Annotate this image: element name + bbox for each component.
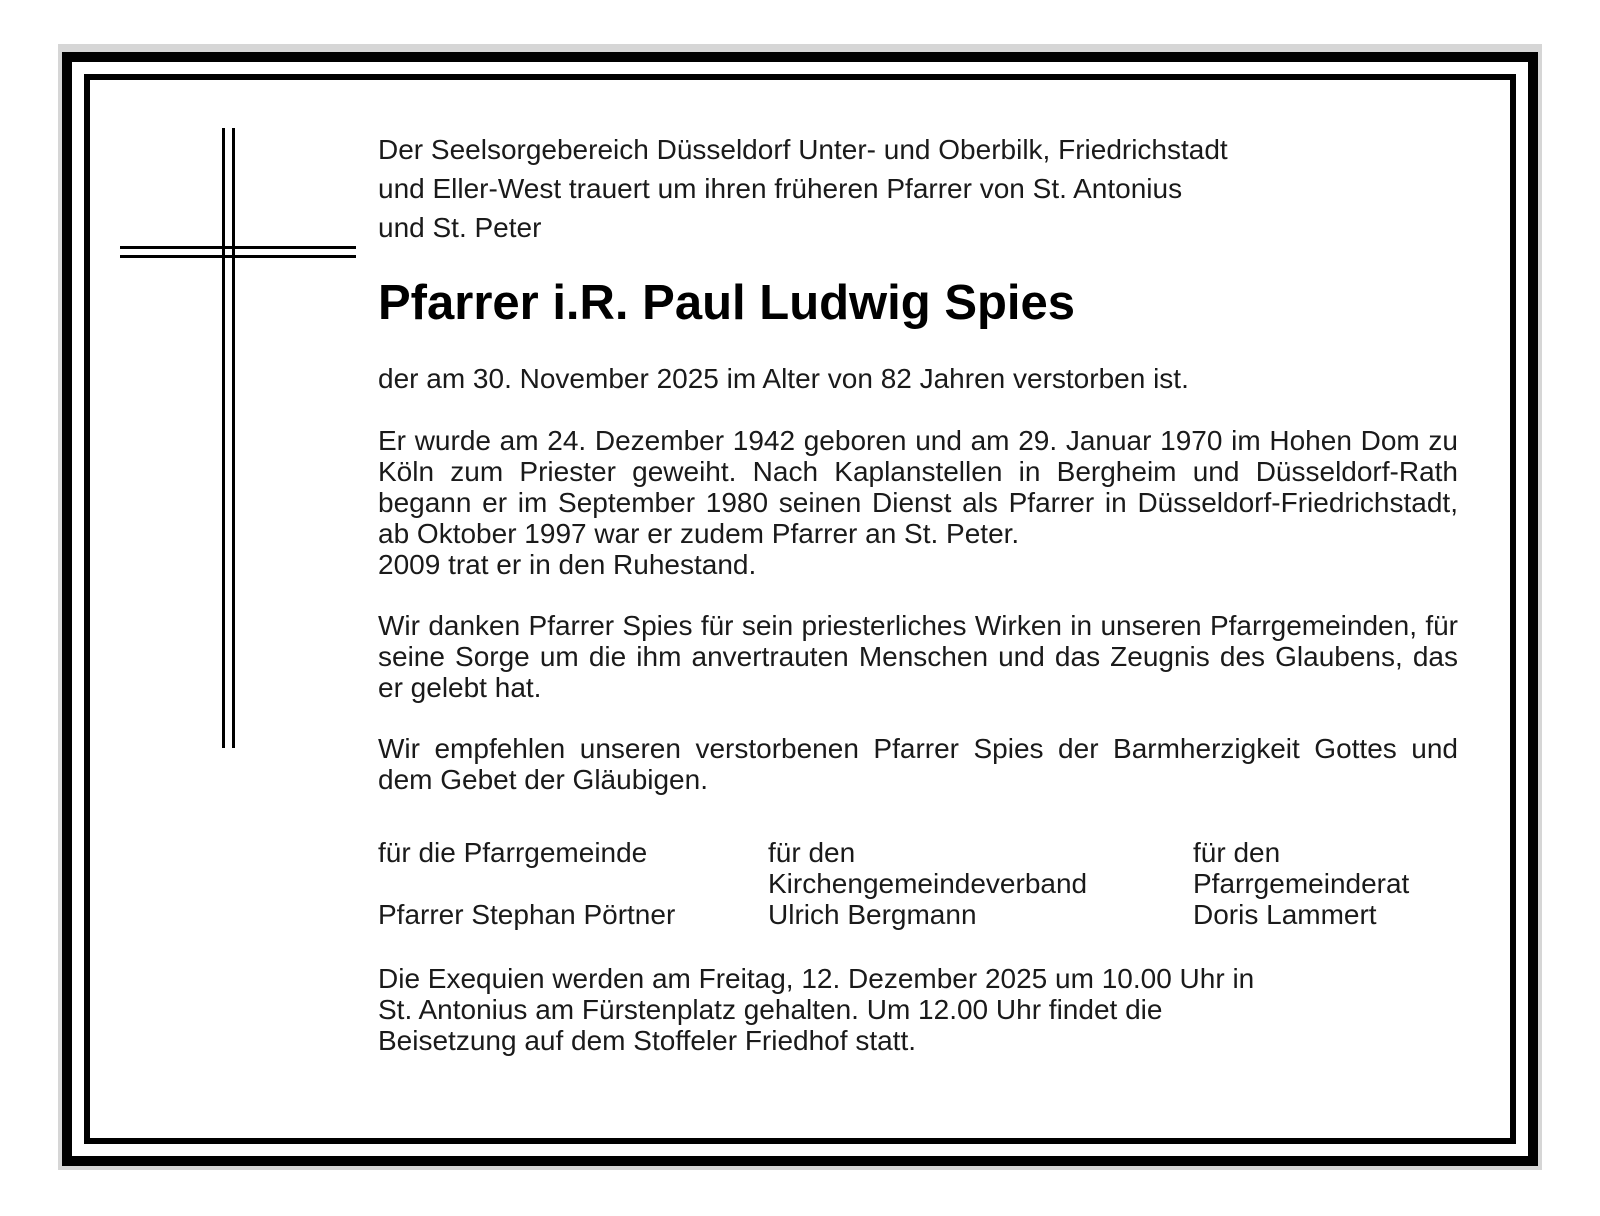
signature-role: Pfarrgemeinderat	[1193, 868, 1410, 899]
thanks-paragraph: Wir danken Pfarrer Spies für sein priesterliches Wirken in unseren Pfarrgemeinden, für seine Sorge um die ihm anvertrauten Menschen und das Zeugnis des Glaubens, das er gelebt hat.	[378, 610, 1458, 703]
commendation-paragraph: Wir empfehlen unseren verstorbenen Pfarrer Spies der Barmherzigkeit Gottes und dem Gebet der Gläubigen.	[378, 733, 1458, 795]
intro-line: Der Seelsorgebereich Düsseldorf Unter- und Oberbilk, Friedrichstadt	[378, 134, 1228, 165]
obituary-content	[378, 130, 1458, 1056]
intro-text	[378, 130, 1458, 247]
signature-role: für den	[1193, 837, 1281, 868]
deceased-name: Pfarrer i.R. Paul Ludwig Spies	[378, 276, 1076, 330]
signatures	[378, 837, 1458, 933]
signature-name: Ulrich Bergmann	[768, 899, 977, 930]
signature-name: Pfarrer Stephan Pörtner	[378, 899, 676, 930]
cross-icon	[120, 128, 356, 748]
funeral-line: Beisetzung auf dem Stoffeler Friedhof statt.	[378, 1025, 917, 1056]
biography: Er wurde am 24. Dezember 1942 geboren und am 29. Januar 1970 im Hohen Dom zu Köln zum Priester geweiht. Nach Kaplanstellen in Bergheim und Düsseldorf-Rath begann er im September 1980 seinen Dienst als Pfarrer in Düsseldorf-Friedrichstadt, ab Oktober 1997 war er zudem Pfarrer an St. Peter.	[378, 425, 1458, 549]
signature-parish	[378, 837, 676, 930]
funeral-line: St. Antonius am Fürstenplatz gehalten. Um 12.00 Uhr findet die	[378, 994, 1163, 1025]
signature-role: für den	[768, 837, 856, 868]
signature-role: Kirchengemeindeverband	[768, 868, 1088, 899]
retirement-note: 2009 trat er in den Ruhestand.	[378, 549, 757, 580]
signature-name: Doris Lammert	[1193, 899, 1377, 930]
signature-association	[768, 837, 1087, 930]
signature-council	[1193, 837, 1409, 930]
intro-line: und St. Peter	[378, 212, 542, 243]
funeral-line: Die Exequien werden am Freitag, 12. Dezember 2025 um 10.00 Uhr in	[378, 963, 1255, 994]
intro-line: und Eller-West trauert um ihren früheren Pfarrer von St. Antonius	[378, 173, 1183, 204]
death-notice: der am 30. November 2025 im Alter von 82 Jahren verstorben ist.	[378, 363, 1189, 394]
signature-role: für die Pfarrgemeinde	[378, 837, 648, 868]
funeral-info	[378, 963, 1458, 1056]
